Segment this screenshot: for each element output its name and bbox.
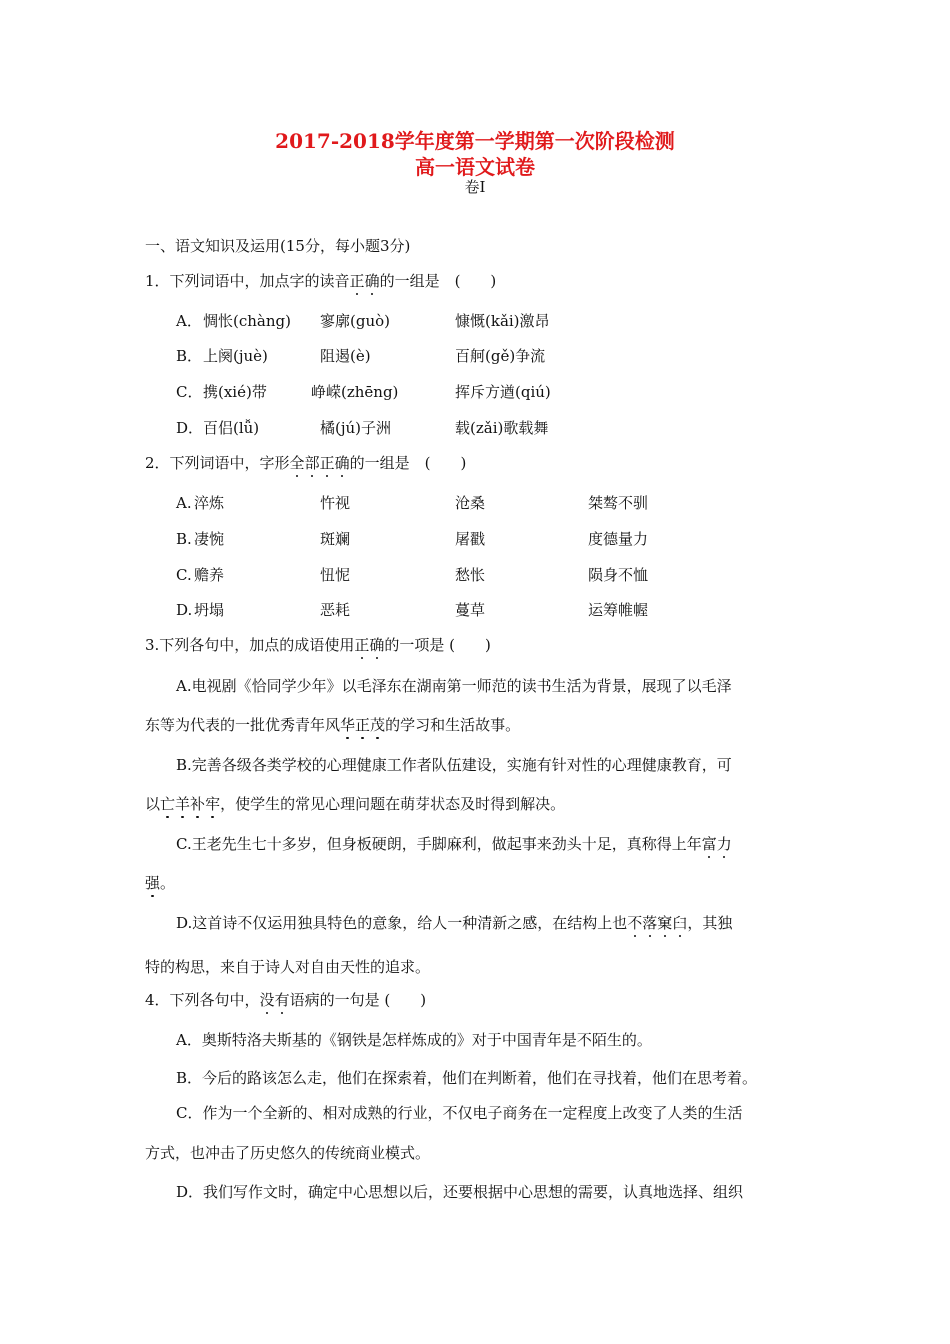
q4-option-a: A．奥斯特洛夫斯基的《钢铁是怎样炼成的》对于中国青年是不陌生的。 bbox=[176, 1031, 652, 1049]
q2-option-c-label: C. bbox=[176, 566, 192, 584]
option-text: C.王老先生七十多岁，但身板硬朗，手脚麻利，做起事来劲头十足，真称得上年 bbox=[176, 835, 702, 853]
q3-option-b-line1: B.完善各级各类学校的心理健康工作者队伍建设，实施有针对性的心理健康教育，可 bbox=[176, 756, 732, 774]
q2-option-d-item: 运筹帷幄 bbox=[588, 601, 649, 619]
option-text: 的学习和生活故事。 bbox=[385, 716, 521, 734]
stem-text: 的一项是 ( ) bbox=[384, 636, 491, 654]
q2-option-c-item: 忸怩 bbox=[320, 566, 351, 584]
q1-option-d-item: 百侣(lǚ) bbox=[203, 419, 260, 437]
emphasis-dotted-text: 全部正确 bbox=[289, 454, 350, 472]
q4-option-c-line1: C．作为一个全新的、相对成熟的行业，不仅电子商务在一定程度上改变了人类的生活 bbox=[176, 1104, 743, 1122]
emphasis-dotted-text: 华正茂 bbox=[340, 716, 386, 734]
emphasis-dotted-text: 没有 bbox=[259, 991, 290, 1009]
option-text: D.这首诗不仅运用独具特色的意象，给人一种清新之感，在结构上也 bbox=[176, 914, 628, 932]
q1-option-a-item: 寥廓(guò) bbox=[320, 312, 390, 330]
emphasis-dotted-text: 正确 bbox=[354, 636, 385, 654]
question-3-stem bbox=[145, 635, 491, 655]
stem-text: 1．下列词语中，加点字的读音 bbox=[145, 272, 350, 290]
q3-option-a-line1: A.电视剧《恰同学少年》以毛泽东在湖南第一师范的读书生活为背景，展现了以毛泽 bbox=[176, 677, 732, 695]
option-text: 以 bbox=[145, 795, 161, 813]
q1-option-d-item: 载(zǎi)歌载舞 bbox=[455, 419, 549, 437]
stem-text: 2．下列词语中，字形 bbox=[145, 454, 290, 472]
q3-option-c-line2 bbox=[145, 873, 175, 893]
option-text: ，使学生的常见心理问题在萌芽状态及时得到解决。 bbox=[220, 795, 566, 813]
q3-option-d-line1 bbox=[176, 913, 732, 933]
q2-option-d-item: 蔓草 bbox=[455, 601, 486, 619]
q1-option-b-item: 上阕(juè) bbox=[203, 347, 268, 365]
q3-option-b-line2 bbox=[145, 794, 565, 814]
q3-option-c-line1 bbox=[176, 834, 732, 854]
q2-option-a-item: 忤视 bbox=[320, 494, 351, 512]
q2-option-a-label: A. bbox=[176, 494, 192, 512]
q2-option-b-label: B. bbox=[176, 530, 192, 548]
stem-text: 的一组是 ( ) bbox=[349, 454, 467, 472]
q1-option-c-label: C． bbox=[176, 383, 203, 401]
emphasis-dotted-text: 亡羊补牢 bbox=[160, 795, 221, 813]
q1-option-d-item: 橘(jú)子洲 bbox=[320, 419, 392, 437]
q2-option-c-item: 赡养 bbox=[194, 566, 225, 584]
q1-option-b-label: B． bbox=[176, 347, 203, 365]
q1-option-a-label: A． bbox=[176, 312, 202, 330]
q4-option-d-line1: D．我们写作文时，确定中心思想以后，还要根据中心思想的需要，认真地选择、组织 bbox=[176, 1183, 744, 1201]
emphasis-dotted-text: 富力 bbox=[701, 835, 732, 853]
volume-label: 卷Ⅰ bbox=[464, 178, 486, 196]
question-4-stem bbox=[145, 990, 426, 1010]
q3-option-d-line2: 特的构思，来自于诗人对自由天性的追求。 bbox=[145, 958, 431, 976]
q2-option-a-item: 淬炼 bbox=[194, 494, 225, 512]
q3-option-a-line2 bbox=[145, 715, 520, 735]
stem-text: 4．下列各句中， bbox=[145, 991, 260, 1009]
q1-option-a-item: 慷慨(kǎi)激昂 bbox=[455, 312, 550, 330]
q2-option-d-label: D. bbox=[176, 601, 193, 619]
emphasis-dotted-text: 正确 bbox=[349, 272, 380, 290]
stem-text: 3.下列各句中，加点的成语使用 bbox=[145, 636, 355, 654]
q2-option-b-item: 屠戳 bbox=[455, 530, 486, 548]
q2-option-d-item: 恶耗 bbox=[320, 601, 351, 619]
section-heading: 一、语文知识及运用(15分，每小题3分) bbox=[145, 237, 411, 255]
q4-option-b: B．今后的路该怎么走，他们在探索着，他们在判断着，他们在寻找着，他们在思考着。 bbox=[176, 1069, 758, 1087]
option-text: 东等为代表的一批优秀青年风 bbox=[145, 716, 341, 734]
q1-option-c-item: 挥斥方遒(qiú) bbox=[455, 383, 551, 401]
stem-text: 语病的一句是 ( ) bbox=[289, 991, 427, 1009]
option-text: ，其独 bbox=[687, 914, 733, 932]
q2-option-b-item: 凄惋 bbox=[194, 530, 225, 548]
q1-option-c-item: 携(xié)带 bbox=[203, 383, 267, 401]
q1-option-b-item: 百舸(gě)争流 bbox=[455, 347, 546, 365]
emphasis-dotted-text: 不落窠臼 bbox=[627, 914, 688, 932]
emphasis-dotted-text: 强 bbox=[145, 874, 161, 892]
q2-option-b-item: 度德量力 bbox=[588, 530, 649, 548]
q2-option-a-item: 沧桑 bbox=[455, 494, 486, 512]
option-text: 。 bbox=[160, 874, 176, 892]
q2-option-c-item: 愁怅 bbox=[455, 566, 486, 584]
q1-option-a-item: 惆怅(chàng) bbox=[203, 312, 291, 330]
question-1-stem bbox=[145, 271, 496, 291]
q2-option-d-item: 坍塌 bbox=[194, 601, 225, 619]
q1-option-c-item: 峥嵘(zhēng) bbox=[311, 383, 399, 401]
exam-subtitle: 高一语文试卷 bbox=[415, 155, 535, 179]
exam-title: 2017-2018学年度第一学期第一次阶段检测 bbox=[275, 129, 675, 153]
q1-option-b-item: 阻遏(è) bbox=[320, 347, 371, 365]
q4-option-c-line2: 方式，也冲击了历史悠久的传统商业模式。 bbox=[145, 1144, 431, 1162]
stem-text: 的一组是 ( ) bbox=[379, 272, 497, 290]
q1-option-d-label: D． bbox=[176, 419, 204, 437]
q2-option-c-item: 陨身不恤 bbox=[588, 566, 649, 584]
q2-option-b-item: 斑斓 bbox=[320, 530, 351, 548]
q2-option-a-item: 桀骜不驯 bbox=[588, 494, 649, 512]
question-2-stem bbox=[145, 453, 466, 473]
